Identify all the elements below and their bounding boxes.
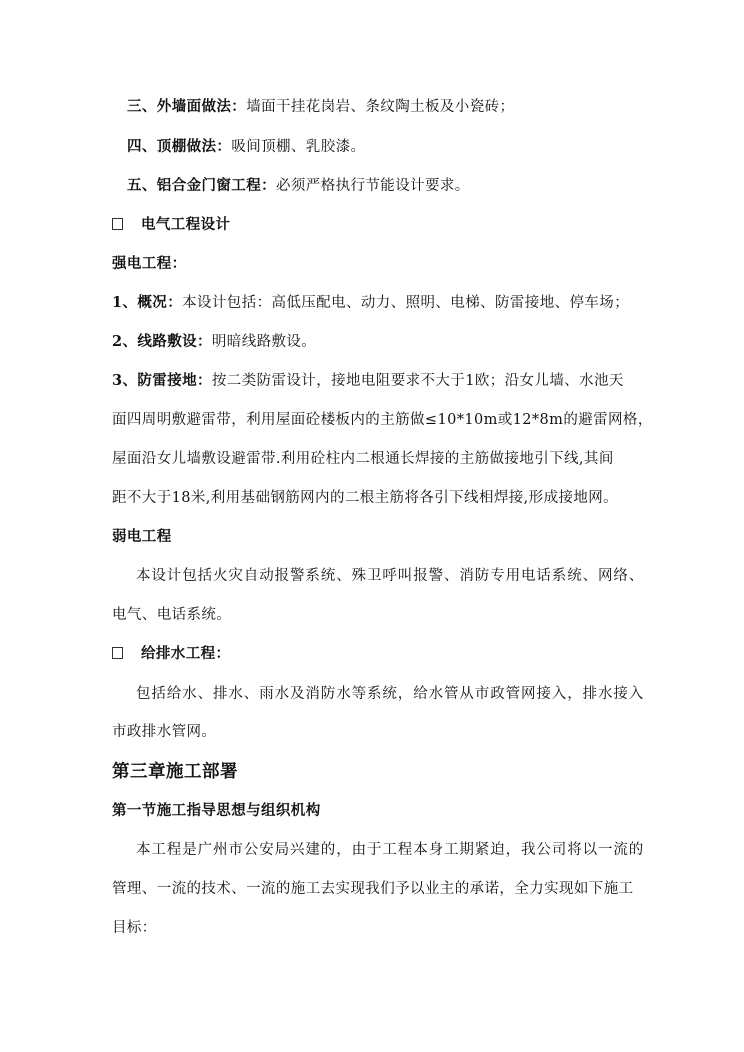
wall-finish-line [127, 97, 514, 117]
plumbing-heading: 给排水工程： [141, 645, 231, 662]
lightning-line-3: 屋面沿女儿墙敷设避雷带.利用砼柱内二根通长焊接的主筋做接地引下线,其间 [112, 451, 614, 467]
weak-current-heading: 弱电工程 [112, 528, 172, 545]
electrical-heading-line [112, 215, 230, 235]
wiring-line [112, 332, 316, 352]
lightning-text-1: 按二类防雷设计，接地电阻要求不大于1欧；沿女儿墙、水池天 [211, 373, 624, 389]
lightning-label: 3、防雷接地： [112, 372, 212, 389]
wall-finish-text: 墙面干挂花岗岩、条纹陶土板及小瓷砖； [246, 99, 515, 115]
lightning-line-2: 面四周明敷避雷带，利用屋面砼楼板内的主筋做≤10*10m或12*8m的避雷网格， [112, 412, 653, 428]
wiring-text: 明暗线路敷设。 [211, 334, 317, 350]
weak-current-line-1: 本设计包括火灾自动报警系统、殊卫呼叫报警、消防专用电话系统、网络、 [136, 568, 645, 584]
intro-line-2: 管理、一流的技术、一流的施工去实现我们予以业主的承诺，全力实现如下施工 [112, 881, 634, 897]
checkbox-bullet-icon [112, 218, 123, 230]
plumbing-line-2: 市政排水管网。 [112, 724, 217, 740]
intro-line-1: 本工程是广州市公安局兴建的，由于工程本身工期紧迫，我公司将以一流的 [136, 842, 645, 858]
electrical-heading: 电气工程设计 [141, 216, 231, 233]
intro-line-3: 目标： [112, 920, 157, 936]
plumbing-heading-line [112, 644, 230, 664]
window-label: 五、铝合金门窗工程： [127, 177, 276, 194]
section-title: 第一节施工指导思想与组织机构 [112, 802, 321, 819]
overview-line [112, 293, 629, 313]
ceiling-text: 吸间顶棚、乳胶漆。 [231, 139, 366, 155]
strong-current-heading: 强电工程： [112, 255, 187, 272]
overview-text: 本设计包括：高低压配电、动力、照明、电梯、防雷接地、停车场； [182, 295, 630, 311]
lightning-line-4: 距不大于18米,利用基础钢筋网内的二根主筋将各引下线相焊接,形成接地网。 [112, 490, 619, 506]
wiring-label: 2、线路敷设： [112, 333, 212, 350]
window-line [127, 176, 470, 196]
wall-finish-label: 三、外墙面做法： [127, 98, 247, 115]
ceiling-label: 四、顶棚做法： [127, 138, 232, 155]
overview-label: 1、概况： [112, 294, 183, 311]
checkbox-bullet-icon [112, 647, 123, 659]
weak-current-line-2: 电气、电话系统。 [112, 607, 232, 623]
window-text: 必须严格执行节能设计要求。 [276, 178, 470, 194]
chapter-title: 第三章施工部署 [112, 762, 238, 782]
plumbing-line-1: 包括给水、排水、雨水及消防水等系统，给水管从市政管网接入，排水接入 [136, 686, 645, 702]
ceiling-line [127, 137, 365, 157]
lightning-line-1 [112, 371, 624, 391]
